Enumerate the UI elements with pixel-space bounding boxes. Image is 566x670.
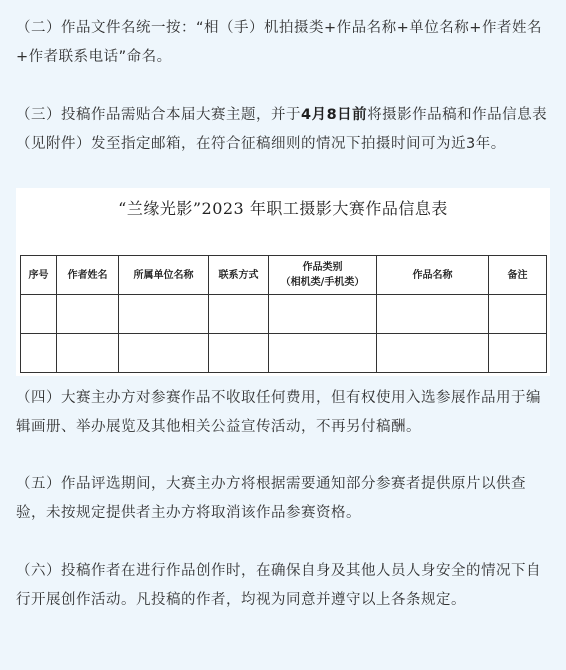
header-category-line2: （相机类/手机类） xyxy=(280,277,365,288)
table-cell xyxy=(57,334,119,373)
paragraph-usage-rights-text: （四）大赛主办方对参赛作品不收取任何费用，但有权使用入选参展作品用于编辑画册、举办展览及其他相关公益宣传活动，不再另付稿酬。 xyxy=(16,390,541,435)
table-cell xyxy=(377,334,489,373)
paragraph-safety xyxy=(16,557,552,615)
paragraph-file-naming-text: （二）作品文件名统一按：“相（手）机拍摄类+作品名称+单位名称+作者姓名+作者联系电话”命名。 xyxy=(16,20,542,65)
header-contact: 联系方式 xyxy=(209,256,269,295)
header-work-name: 作品名称 xyxy=(377,256,489,295)
paragraph-submission xyxy=(16,101,552,159)
table-cell xyxy=(57,295,119,334)
paragraph-submission-text-a: （三）投稿作品需贴合本届大赛主题，并于 xyxy=(16,107,301,123)
header-unit-name: 所属单位名称 xyxy=(119,256,209,295)
table-cell xyxy=(377,295,489,334)
header-remarks: 备注 xyxy=(489,256,547,295)
info-table-title: “兰缘光影”2023 年职工摄影大赛作品信息表 xyxy=(118,199,448,218)
paragraph-submission-text-b: 将摄影作品稿和作品信息表（见附件）发至指定邮箱，在符合征稿细则的情况下拍摄时间可为近3年。 xyxy=(16,107,548,152)
header-category-line1: 作品类别 xyxy=(302,262,343,273)
paragraph-usage-rights xyxy=(16,384,552,442)
table-cell xyxy=(489,334,547,373)
table-row xyxy=(21,334,547,373)
deadline-highlight: 4月8日前 xyxy=(301,107,368,123)
table-cell xyxy=(21,334,57,373)
paragraph-file-naming xyxy=(16,14,552,72)
paragraph-safety-text: （六）投稿作者在进行作品创作时，在确保自身及其他人员人身安全的情况下自行开展创作活动。凡投稿的作者，均视为同意并遵守以上各条规定。 xyxy=(16,563,541,608)
table-header-row xyxy=(21,256,547,295)
table-cell xyxy=(119,295,209,334)
table-row xyxy=(21,295,547,334)
table-cell xyxy=(21,295,57,334)
header-serial: 序号 xyxy=(21,256,57,295)
header-author-name: 作者姓名 xyxy=(57,256,119,295)
table-cell xyxy=(489,295,547,334)
table-cell xyxy=(269,334,377,373)
paragraph-review xyxy=(16,470,552,528)
table-cell xyxy=(209,295,269,334)
info-table-image xyxy=(16,188,550,376)
table-cell xyxy=(119,334,209,373)
table-cell xyxy=(209,334,269,373)
header-category xyxy=(269,256,377,295)
info-table xyxy=(20,255,547,373)
paragraph-review-text: （五）作品评选期间，大赛主办方将根据需要通知部分参赛者提供原片以供查验，未按规定提供者主办方将取消该作品参赛资格。 xyxy=(16,476,526,521)
table-cell xyxy=(269,295,377,334)
